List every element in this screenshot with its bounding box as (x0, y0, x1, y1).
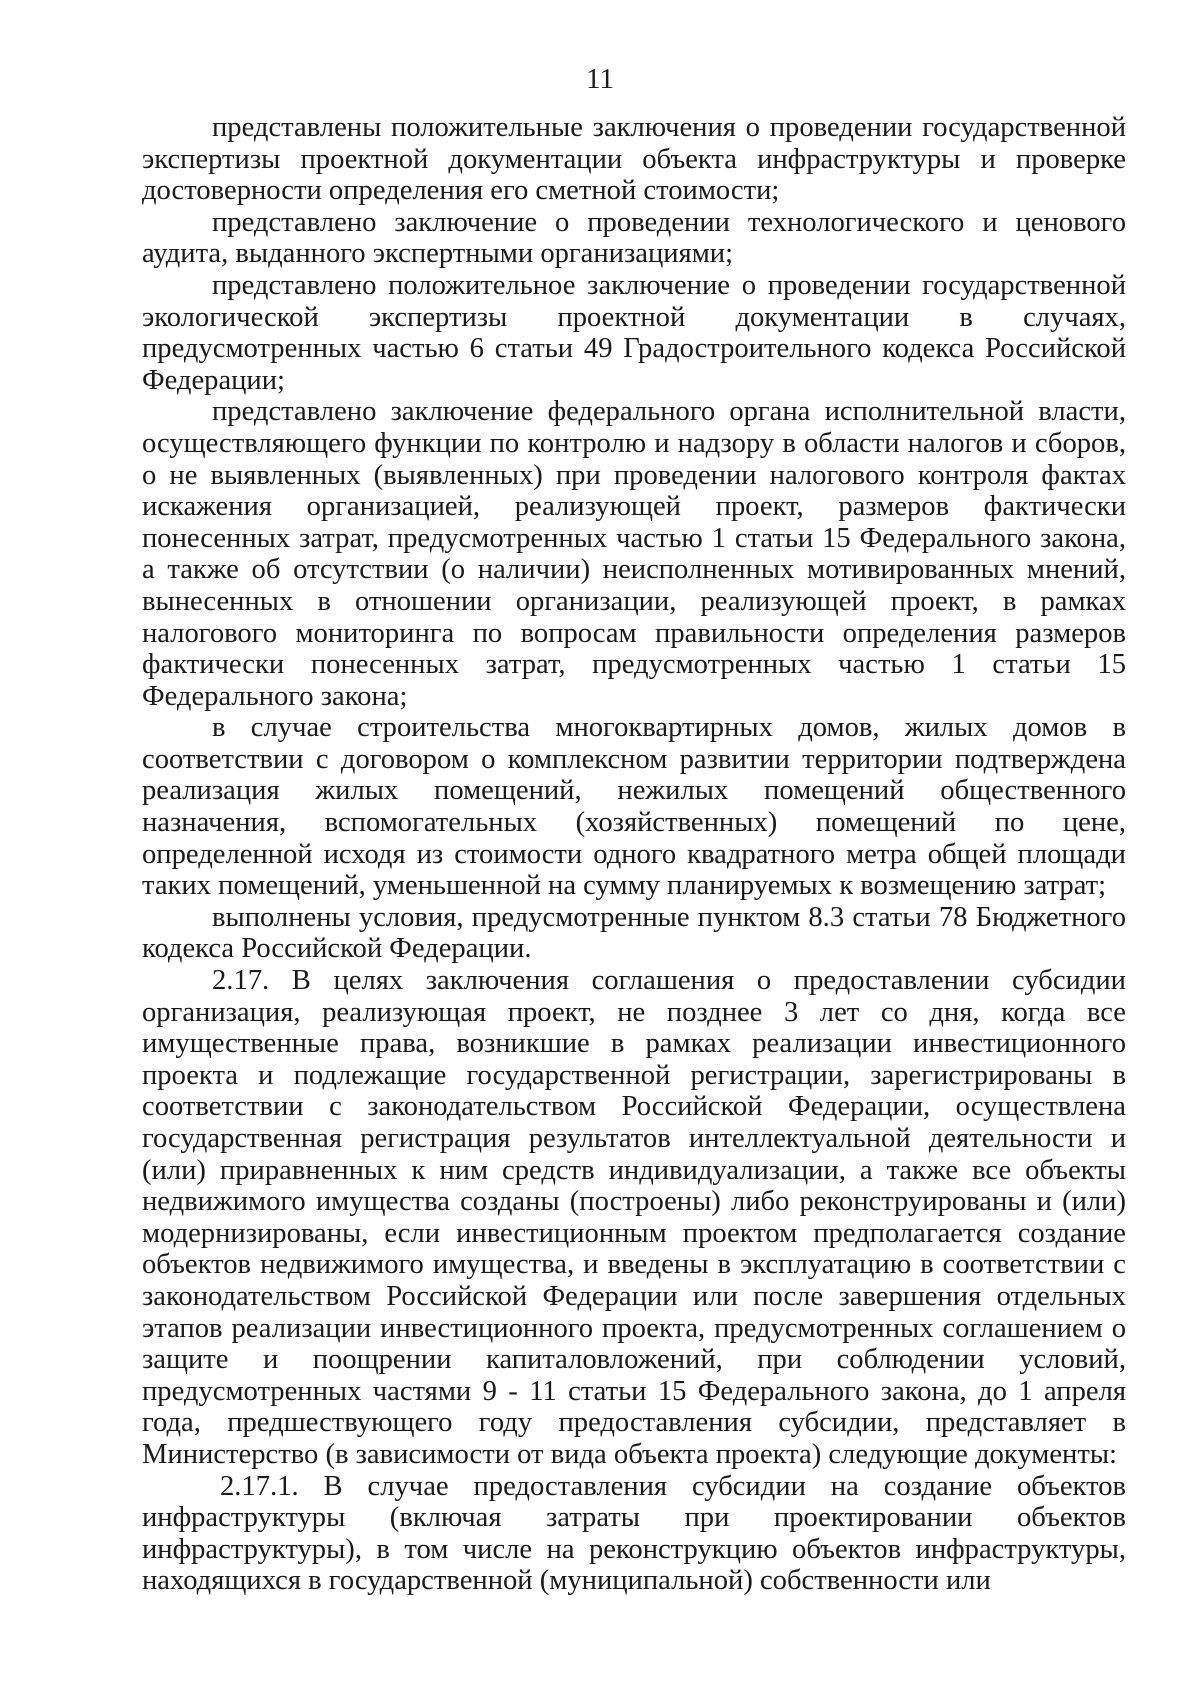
page-number: 11 (586, 63, 614, 95)
paragraph-audit-conclusion: представлено заключение о проведении технологического и ценового аудита, выданного экспертными организациями; (142, 206, 1126, 270)
paragraph-section-2-17-1: 2.17.1. В случае предоставления субсидии на создание объектов инфраструктуры (включая затраты при проектировании объектов инфраструктуры), в том числе на реконструкцию объектов инфраструктуры, находящихся в государственной (муниципальной) собственности или (142, 1470, 1126, 1597)
paragraph-ecological-expertise: представлено положительное заключение о проведении государственной экологической экспертизы проектной документации в случаях, предусмотренных частью 6 статьи 49 Градостроительного кодекса Российской Федерации; (142, 269, 1126, 396)
paragraph-section-2-17: 2.17. В целях заключения соглашения о предоставлении субсидии организация, реализующая проект, не позднее 3 лет со дня, когда все имущественные права, возникшие в рамках реализации инвестиционного проекта и подлежащие государственной регистрации, зарегистрированы в соответствии с законодательством Российской Федерации, осуществлена государственная регистрация результатов интеллектуальной деятельности и (или) приравненных к ним средств индивидуализации, а также все объекты недвижимого имущества созданы (построены) либо реконструированы и (или) модернизированы, если инвестиционным проектом предполагается создание объектов недвижимого имущества, и введены в эксплуатацию в соответствии с законодательством Российской Федерации или после завершения отдельных этапов реализации инвестиционного проекта, предусмотренных соглашением о защите и поощрении капиталовложений, при соблюдении условий, предусмотренных частями 9 - 11 статьи 15 Федерального закона, до 1 апреля года, предшествующего году предоставления субсидии, представляет в Министерство (в зависимости от вида объекта проекта) следующие документы: (142, 965, 1126, 1470)
document-body (142, 112, 1126, 1597)
paragraph-expertise-conclusions: представлены положительные заключения о проведении государственной экспертизы проектной документации объекта инфраструктуры и проверке достоверности определения его сметной стоимости; (142, 112, 1126, 207)
paragraph-housing-construction: в случае строительства многоквартирных домов, жилых домов в соответствии с договором о комплексном развитии территории подтверждена реализация жилых помещений, нежилых помещений общественного назначения, вспомогательных (хозяйственных) помещений по цене, определенной исходя из стоимости одного квадратного метра общей площади таких помещений, уменьшенной на сумму планируемых к возмещению затрат; (142, 712, 1126, 902)
paragraph-tax-authority-conclusion: представлено заключение федерального органа исполнительной власти, осуществляющего функции по контролю и надзору в области налогов и сборов, о не выявленных (выявленных) при проведении налогового контроля фактах искажения организацией, реализующей проект, размеров фактически понесенных затрат, предусмотренных частью 1 статьи 15 Федерального закона, а также об отсутствии (о наличии) неисполненных мотивированных мнений, вынесенных в отношении организации, реализующей проект, в рамках налогового мониторинга по вопросам правильности определения размеров фактически понесенных затрат, предусмотренных частью 1 статьи 15 Федерального закона; (142, 396, 1126, 712)
paragraph-budget-code-conditions: выполнены условия, предусмотренные пунктом 8.3 статьи 78 Бюджетного кодекса Российской Федерации. (142, 901, 1126, 965)
